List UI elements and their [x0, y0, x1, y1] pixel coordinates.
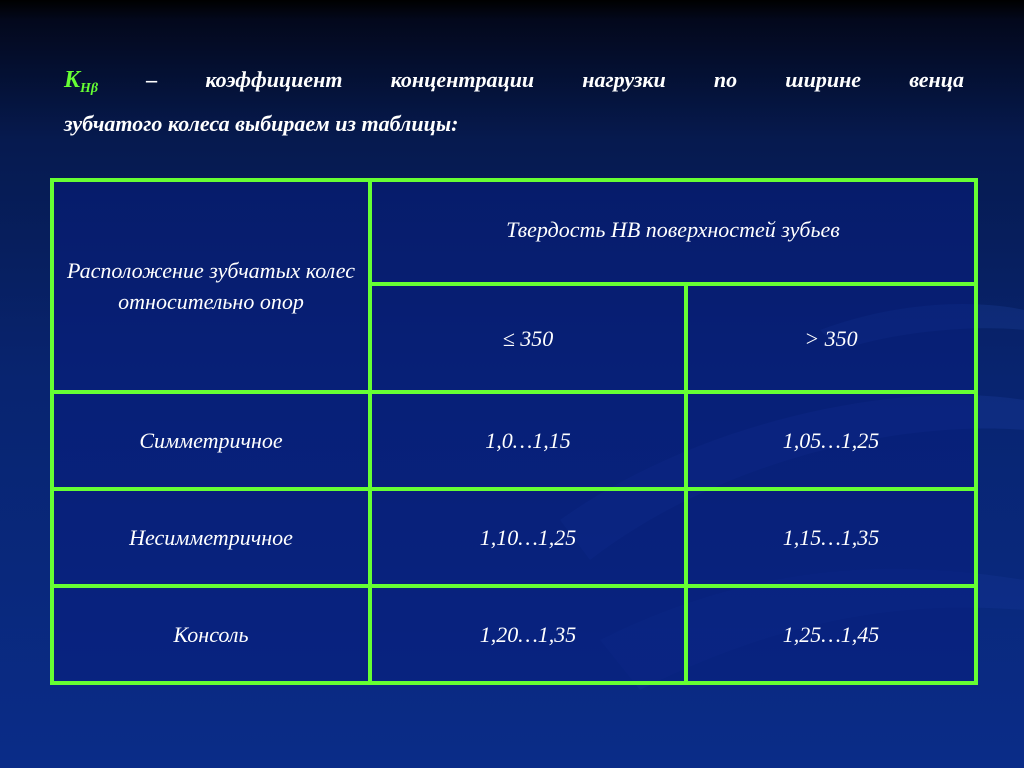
- intro-word: ширине: [785, 67, 862, 92]
- cell-low: 1,20…1,35: [370, 586, 686, 683]
- intro-word: концентрации: [390, 67, 535, 92]
- intro-word: коэффициент: [205, 67, 343, 92]
- cell-high: 1,15…1,35: [686, 489, 976, 586]
- row-label: Консоль: [52, 586, 370, 683]
- cell-low: 1,0…1,15: [370, 392, 686, 489]
- header-hardness: Твердость HB поверхностей зубьев: [370, 180, 976, 284]
- coefficient-table: [50, 178, 978, 685]
- coefficient-symbol: $K_{H\beta}$: [64, 67, 99, 96]
- row-label: Симметричное: [52, 392, 370, 489]
- intro-word: венца: [909, 67, 964, 92]
- table-header-row: [52, 180, 976, 284]
- intro-line-2: зубчатого колеса выбираем из таблицы:: [64, 111, 459, 136]
- cell-high: 1,05…1,25: [686, 392, 976, 489]
- data-table: [50, 178, 978, 685]
- intro-word: по: [713, 67, 738, 92]
- table-row: [52, 586, 976, 683]
- table-row: [52, 392, 976, 489]
- intro-line-1: [64, 62, 964, 106]
- cell-low: 1,10…1,25: [370, 489, 686, 586]
- header-hb-low: ≤ 350: [370, 284, 686, 392]
- row-label: Несимметричное: [52, 489, 370, 586]
- header-hb-high: > 350: [686, 284, 976, 392]
- intro-text: [64, 62, 964, 141]
- intro-word: –: [146, 67, 158, 92]
- intro-word: нагрузки: [582, 67, 666, 92]
- header-location: Расположение зубчатых колес относительно опор: [52, 180, 370, 392]
- table-row: [52, 489, 976, 586]
- cell-high: 1,25…1,45: [686, 586, 976, 683]
